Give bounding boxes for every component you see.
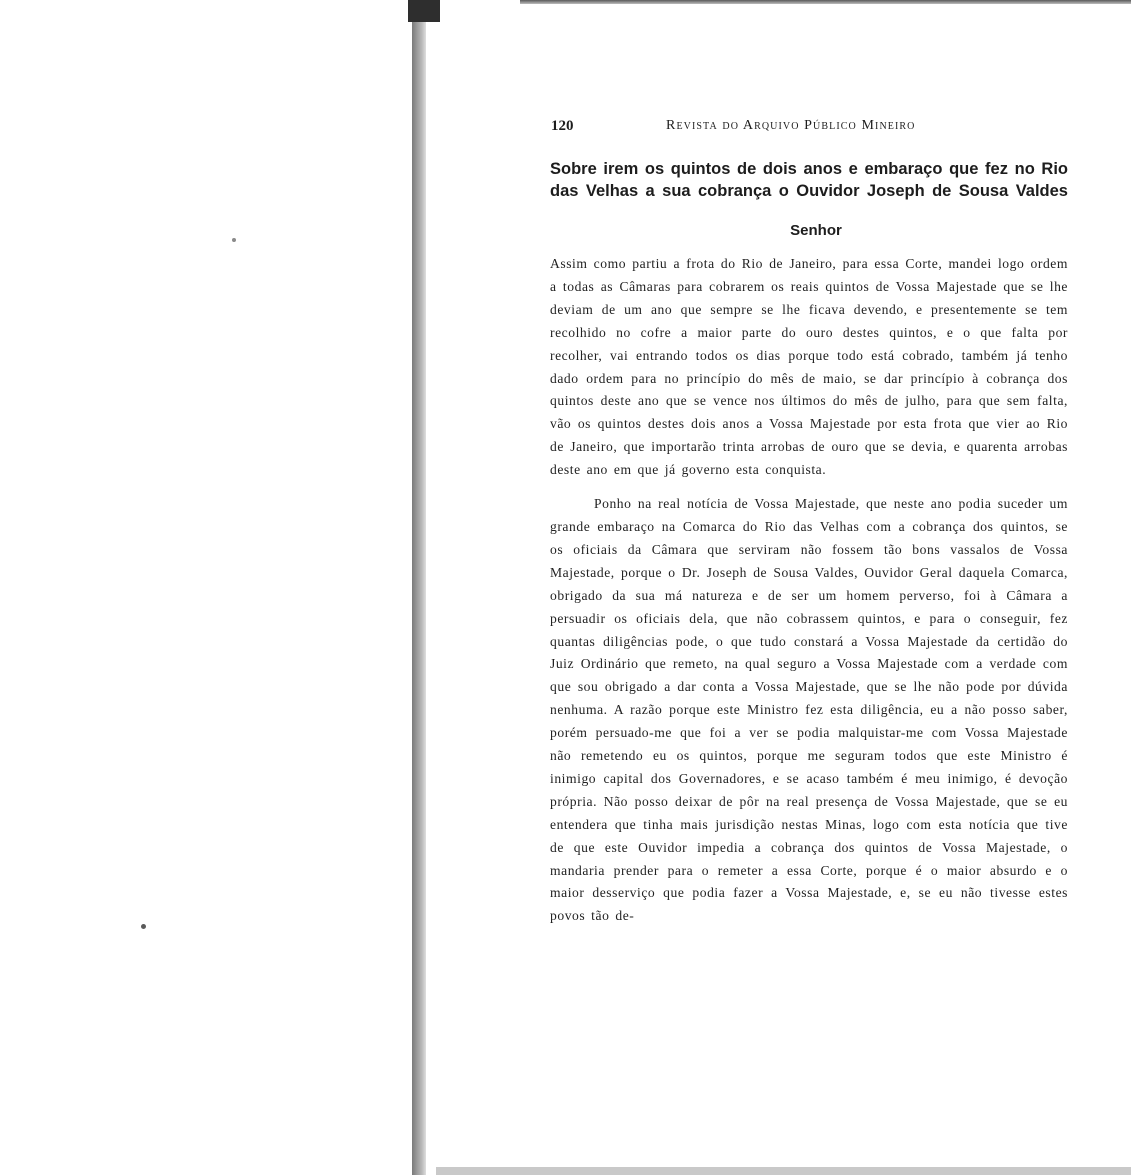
- book-gutter: [412, 0, 426, 1175]
- scan-edge-top: [520, 0, 1131, 4]
- right-page: [538, 112, 1070, 928]
- paper-speck: [232, 238, 236, 242]
- page-number: 120: [551, 118, 574, 134]
- paragraph: Ponho na real notícia de Vossa Majestade, que neste ano podia suceder um grande embaraço na Comarca do Rio das Velhas com a cobrança dos quintos, se os oficiais da Câmara que serviram não fossem tão bons vassalos de Vossa Majestade, porque o Dr. Joseph de Sousa Valdes, Ouvidor Geral daquela Comarca, obrigado da sua má natureza e de ser um homem perverso, foi à Câmara a persuadir os oficiais dela, que não cobrassem quintos, e para o conseguir, fez quantas diligências pode, o que tudo constará a Vossa Majestade da certidão do Juiz Ordinário que remeto, na qual seguro a Vossa Majestade com a verdade com que sou obrigado a dar conta a Vossa Majestade, que se lhe não pode por dúvida nenhuma. A razão porque este Ministro fez esta diligência, eu a não posso saber, porém persuado-me que foi a ver se podia malquistar-me com Vossa Majestade não remetendo eu os quintos, porque me seguram todos que este Ministro é inimigo capital dos Governadores, e se acaso também é meu inimigo, é devoção própria. Não posso deixar de pôr na real presença de Vossa Majestade, que se eu entendera que tinha mais jurisdição nestas Minas, logo com esta notícia que tive de que este Ouvidor impedia a cobrança dos quintos de Vossa Majestade, o mandaria prender para o remeter a essa Corte, porque é o maior absurdo e o maior desserviço que podia fazer a Vossa Majestade, e, se eu não tivesse estes povos tão de-: [550, 496, 1068, 924]
- paragraph: Assim como partiu a frota do Rio de Janeiro, para essa Corte, mandei logo ordem a todas as Câmaras para cobrarem os reais quintos de Vossa Majestade que se lhe deviam de um ano que sempre se lhe ficava devendo, e presentemente se tem recolhido no cofre a maior parte do ouro destes quintos, e o que falta por recolher, vai entrando todos os dias porque todo está cobrado, também já tenho dado ordem para no princípio do mês de maio, se dar princípio à cobrança dos quintos deste ano que se vence nos últimos do mês de julho, para que sem falta, vão os quintos destes dois anos a Vossa Majestade por esta frota que vier ao Rio de Janeiro, que importarão trinta arrobas de ouro que se devia, e quarenta arrobas deste ano em que já governo esta conquista.: [550, 256, 1068, 478]
- running-head: [538, 112, 1070, 138]
- journal-title: Revista do Arquivo Público Mineiro: [666, 118, 916, 133]
- scan-edge-bottom: [436, 1167, 1131, 1175]
- document-title: Sobre irem os quintos de dois anos e embaraço que fez no Rio das Velhas a sua cobrança o Ouvidor Joseph de Sousa Valdes: [550, 160, 1068, 200]
- paper-speck: [141, 924, 146, 929]
- salutation: Senhor: [790, 222, 842, 239]
- gutter-shadow: [408, 0, 440, 22]
- left-blank-page: [0, 0, 412, 1175]
